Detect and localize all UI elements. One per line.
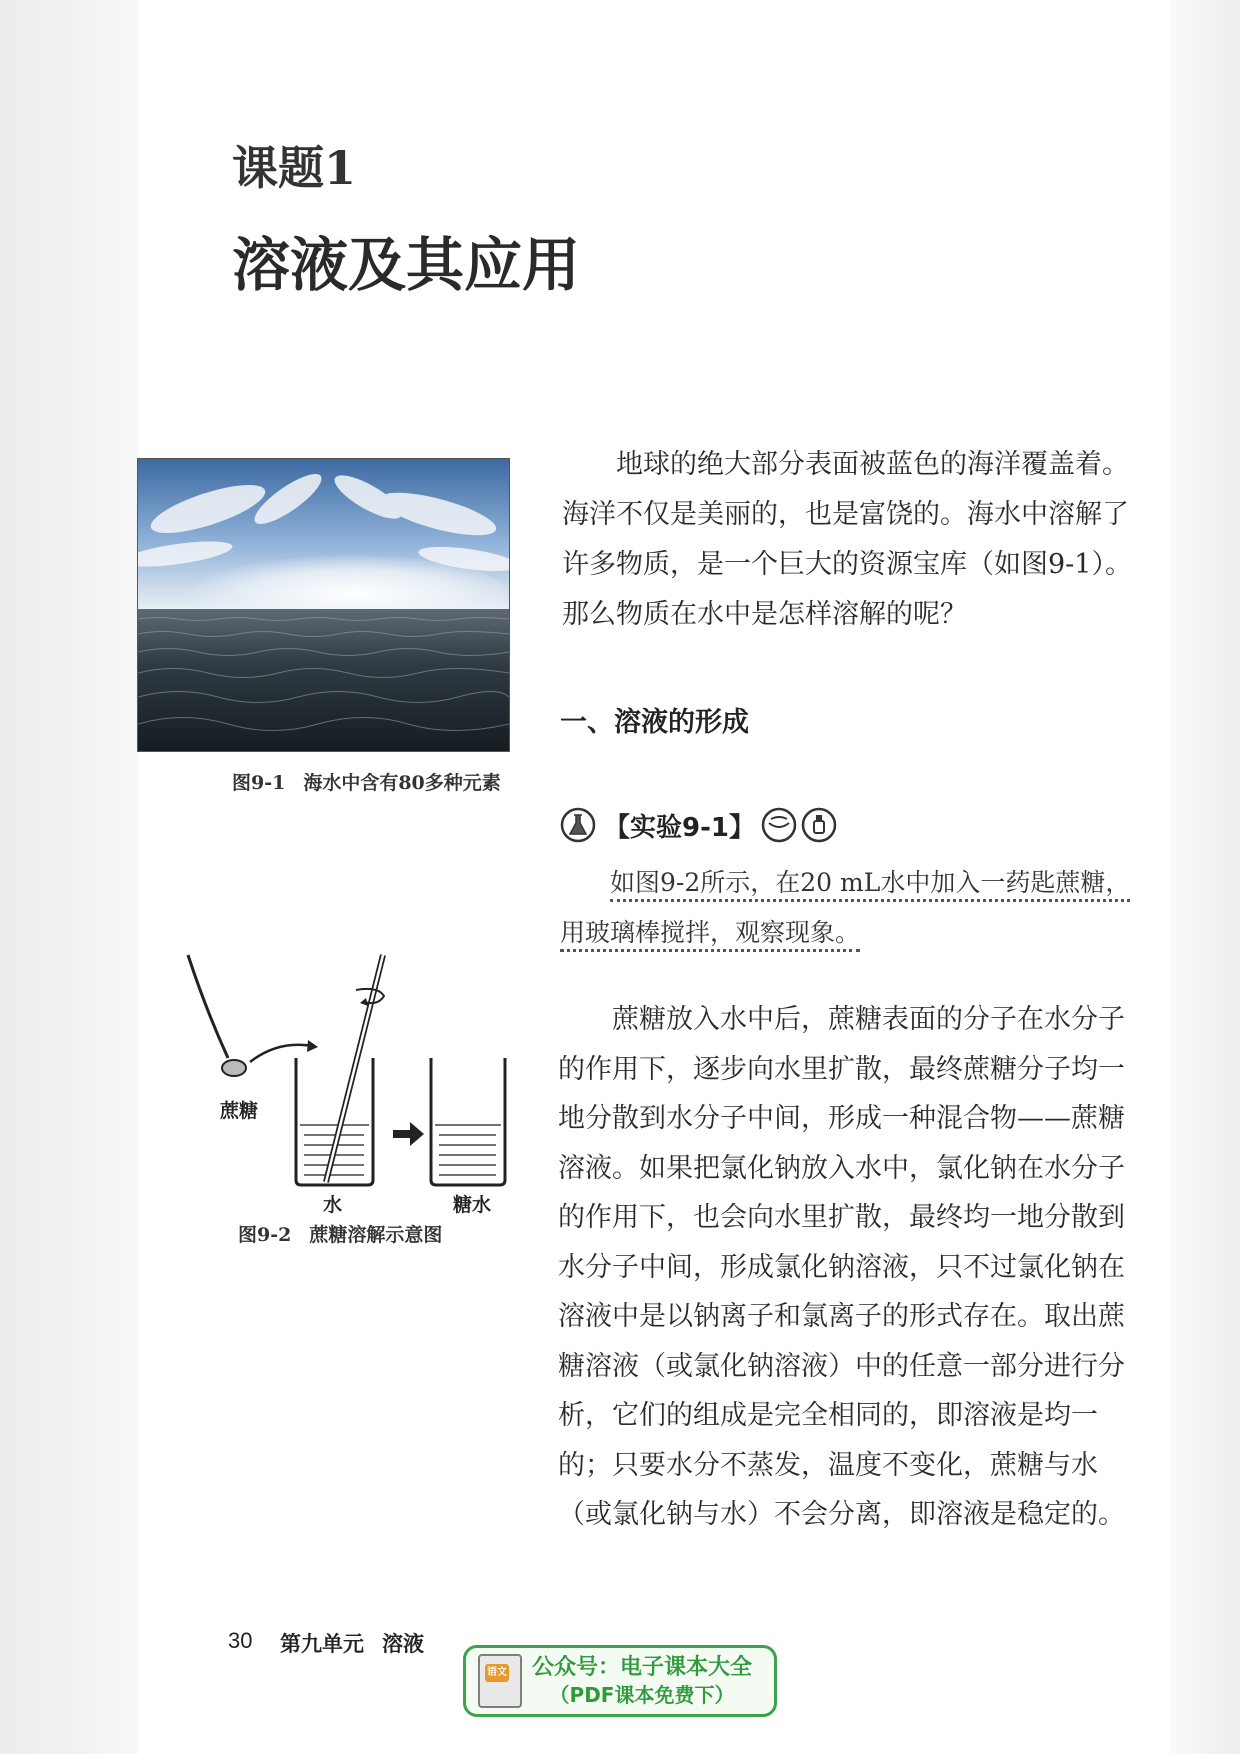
lesson-label: 课题1 (232, 141, 357, 195)
sugar-water-label: 糖水 (453, 1194, 492, 1216)
footer-unit-title: 溶液 (382, 1632, 424, 1656)
section-heading: 一、溶液的形成 (560, 707, 749, 738)
figure-1-number: 图9-1 (232, 772, 286, 794)
watermark-badge (463, 1645, 777, 1717)
sugar-diagram-drawing (178, 950, 518, 1210)
intro-paragraph: 地球的绝大部分表面被蓝色的海洋覆盖着。海洋不仅是美丽的，也是富饶的。海水中溶解了许多物质，是一个巨大的资源宝库（如图9-1）。那么物质在水中是怎样溶解的呢？ (562, 449, 1132, 630)
experiment-line-2: 用玻璃棒搅拌，观察现象。 (560, 918, 860, 952)
figure-2-caption-text: 蔗糖溶解示意图 (309, 1224, 443, 1246)
lesson-title: 溶液及其应用 (232, 231, 581, 299)
page-edge-left (0, 0, 138, 1754)
water-label: 水 (323, 1194, 343, 1216)
experiment-instructions (560, 858, 1150, 958)
ocean-photo-image (138, 459, 509, 751)
figure-2-number: 图9-2 (238, 1224, 292, 1246)
footer-unit (280, 1628, 424, 1658)
badge-line-2: （PDF课本免费下） (549, 1683, 735, 1707)
stir-icon (761, 807, 797, 843)
flask-icon (560, 807, 596, 843)
page-edge-right (1170, 0, 1240, 1754)
book-icon-tag: 语文 (485, 1664, 509, 1682)
badge-line-1: 公众号：电子课本大全 (532, 1655, 753, 1680)
ocean-photo (137, 458, 510, 752)
figure-1-caption-text: 海水中含有80多种元素 (303, 772, 501, 794)
book-icon (478, 1654, 522, 1708)
hand-wash-icon (801, 807, 837, 843)
footer-unit-name: 第九单元 (280, 1632, 364, 1656)
page-number: 30 (228, 1628, 253, 1653)
figure-1-caption (232, 768, 501, 795)
experiment-line-1: 如图9-2所示，在20 mL水中加入一药匙蔗糖， (610, 868, 1130, 902)
experiment-header (560, 805, 837, 845)
sugar-dissolving-diagram (178, 950, 518, 1216)
body-paragraph: 蔗糖放入水中后，蔗糖表面的分子在水分子的作用下，逐步向水里扩散，最终蔗糖分子均一地分散到水分子中间，形成一种混合物——蔗糖溶液。如果把氯化钠放入水中，氯化钠在水分子的作用下，也会向水里扩散，最终均一地分散到水分子中间，形成氯化钠溶液，只不过氯化钠在溶液中是以钠离子和氯离子的形式存在。取出蔗糖溶液（或氯化钠溶液）中的任意一部分进行分析，它们的组成是完全相同的，即溶液是均一的；只要水分不蒸发，温度不变化，蔗糖与水（或氯化钠与水）不会分离，即溶液是稳定的。 (558, 1004, 1125, 1530)
experiment-label: 【实验9-1】 (604, 812, 755, 843)
sugar-label: 蔗糖 (220, 1100, 259, 1122)
badge-text (532, 1654, 752, 1708)
figure-2-caption (238, 1220, 442, 1247)
